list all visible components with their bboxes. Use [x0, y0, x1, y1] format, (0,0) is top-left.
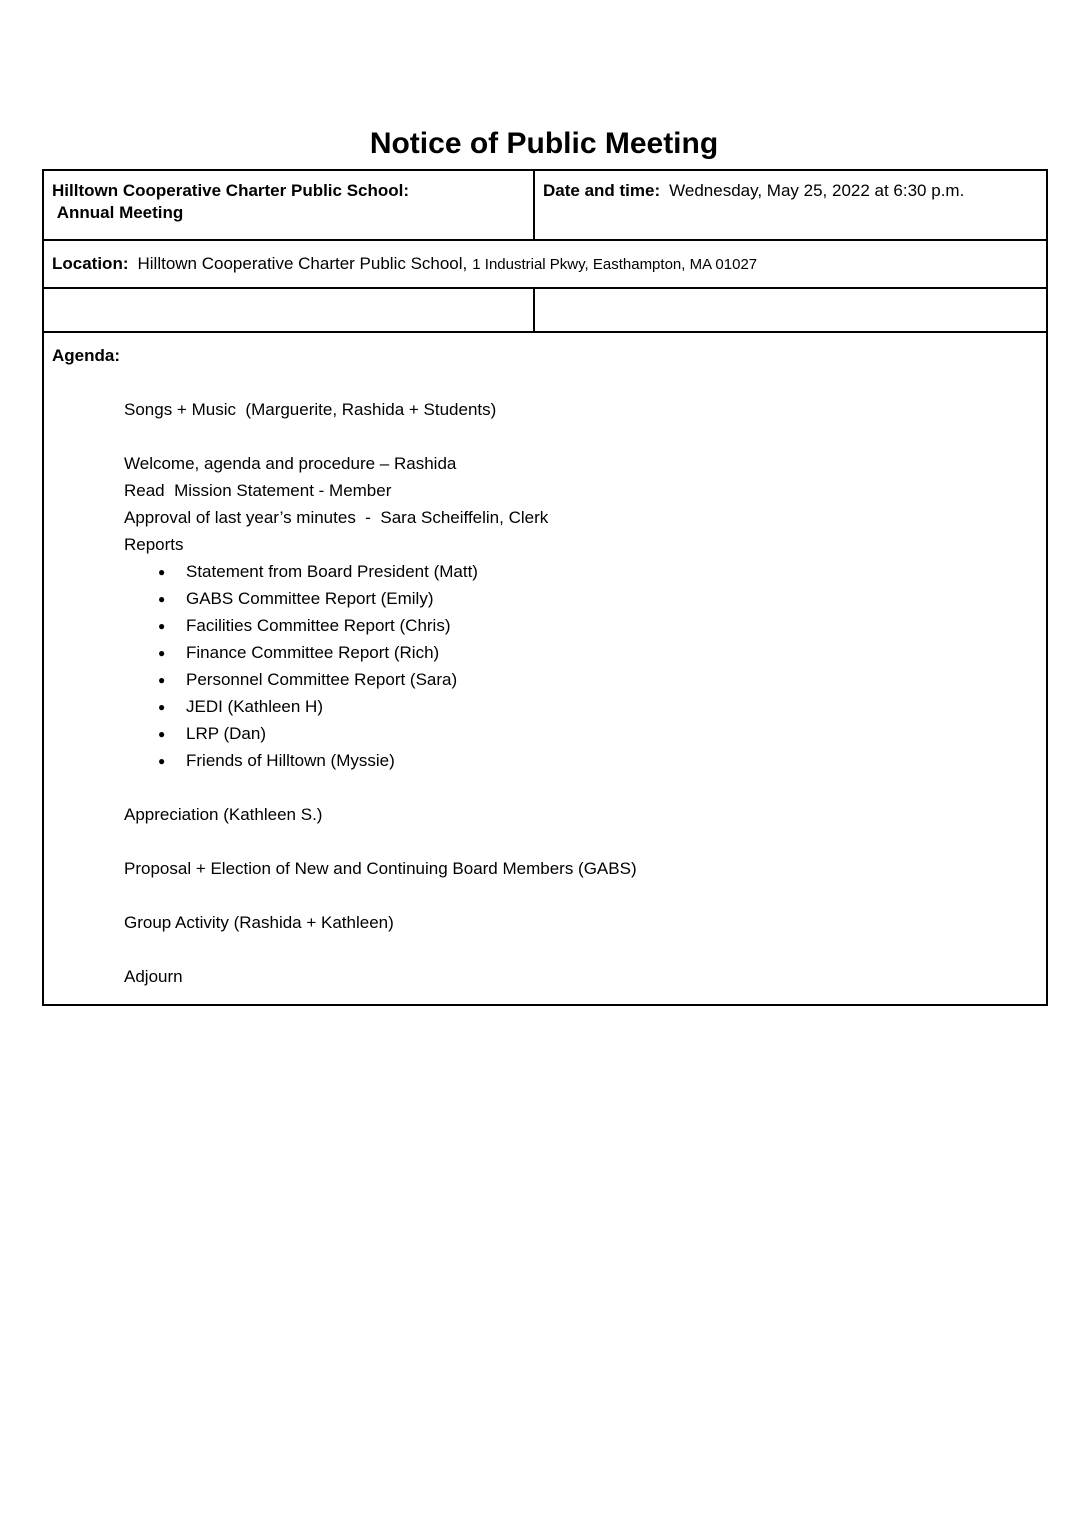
agenda-line-text: LRP (Dan) — [186, 724, 266, 743]
agenda-line-text: Group Activity (Rashida + Kathleen) — [124, 913, 394, 932]
bullet-icon: ● — [158, 754, 166, 768]
agenda-item — [52, 909, 1038, 936]
agenda-bullet-item — [52, 639, 1038, 666]
date-time-value: Wednesday, May 25, 2022 at 6:30 p.m. — [669, 181, 965, 200]
agenda-line-text: Facilities Committee Report (Chris) — [186, 616, 451, 635]
bullet-icon: ● — [158, 592, 166, 606]
bullet-icon: ● — [158, 700, 166, 714]
document-page — [0, 126, 1088, 1534]
agenda-item — [52, 963, 1038, 990]
agenda-item — [52, 801, 1038, 828]
bullet-icon: ● — [158, 565, 166, 579]
agenda-bullet-item — [52, 558, 1038, 585]
agenda-line-text: GABS Committee Report (Emily) — [186, 589, 434, 608]
agenda-item — [52, 477, 1038, 504]
spacer-cell-right — [534, 288, 1047, 332]
agenda-line-text: Personnel Committee Report (Sara) — [186, 670, 458, 689]
spacer-row — [43, 288, 1047, 332]
agenda-item — [52, 531, 1038, 558]
agenda-heading: Agenda: — [52, 346, 120, 365]
agenda-row — [43, 332, 1047, 1005]
notice-table — [42, 169, 1048, 1006]
school-name-cell — [43, 170, 534, 240]
agenda-list — [52, 369, 1038, 990]
bullet-icon: ● — [158, 646, 166, 660]
agenda-line-text: Statement from Board President (Matt) — [186, 562, 478, 581]
location-address: 1 Industrial Pkwy, Easthampton, MA 01027 — [472, 256, 758, 273]
agenda-cell — [43, 332, 1047, 1005]
agenda-line-text: Finance Committee Report (Rich) — [186, 643, 440, 662]
agenda-blank-line — [52, 882, 1038, 909]
agenda-item — [52, 504, 1038, 531]
agenda-bullet-item — [52, 720, 1038, 747]
location-row — [43, 240, 1047, 288]
agenda-item — [52, 855, 1038, 882]
page-title: Notice of Public Meeting — [369, 127, 719, 160]
agenda-blank-line — [52, 774, 1038, 801]
agenda-line-text: Welcome, agenda and procedure – Rashida — [124, 454, 457, 473]
agenda-line-text: Friends of Hilltown (Myssie) — [186, 751, 395, 770]
datetime-cell — [534, 170, 1047, 240]
agenda-blank-line — [52, 423, 1038, 450]
header-row — [43, 170, 1047, 240]
location-cell — [43, 240, 1047, 288]
agenda-blank-line — [52, 369, 1038, 396]
agenda-blank-line — [52, 828, 1038, 855]
agenda-bullet-item — [52, 693, 1038, 720]
school-name-line2: Annual Meeting — [52, 203, 184, 222]
date-time-label: Date and time: — [543, 181, 661, 200]
school-name-line1: Hilltown Cooperative Charter Public School: — [52, 181, 410, 200]
agenda-line-text: Read Mission Statement - Member — [124, 481, 392, 500]
bullet-icon: ● — [158, 673, 166, 687]
agenda-line-text: Approval of last year’s minutes - Sara Scheiffelin, Clerk — [124, 508, 549, 527]
agenda-bullet-item — [52, 585, 1038, 612]
agenda-line-text: Appreciation (Kathleen S.) — [124, 805, 323, 824]
agenda-bullet-item — [52, 612, 1038, 639]
agenda-item — [52, 450, 1038, 477]
agenda-line-text: JEDI (Kathleen H) — [186, 697, 323, 716]
agenda-bullet-item — [52, 747, 1038, 774]
agenda-line-text: Reports — [124, 535, 184, 554]
bullet-icon: ● — [158, 619, 166, 633]
agenda-bullet-item — [52, 666, 1038, 693]
agenda-line-text: Proposal + Election of New and Continuing Board Members (GABS) — [124, 859, 637, 878]
location-label: Location: — [52, 254, 129, 273]
location-venue: Hilltown Cooperative Charter Public School, — [137, 254, 468, 273]
school-name — [52, 180, 525, 224]
agenda-item — [52, 396, 1038, 423]
agenda-line-text: Adjourn — [124, 967, 183, 986]
agenda-line-text: Songs + Music (Marguerite, Rashida + Students) — [124, 400, 497, 419]
agenda-blank-line — [52, 936, 1038, 963]
bullet-icon: ● — [158, 727, 166, 741]
spacer-cell-left — [43, 288, 534, 332]
